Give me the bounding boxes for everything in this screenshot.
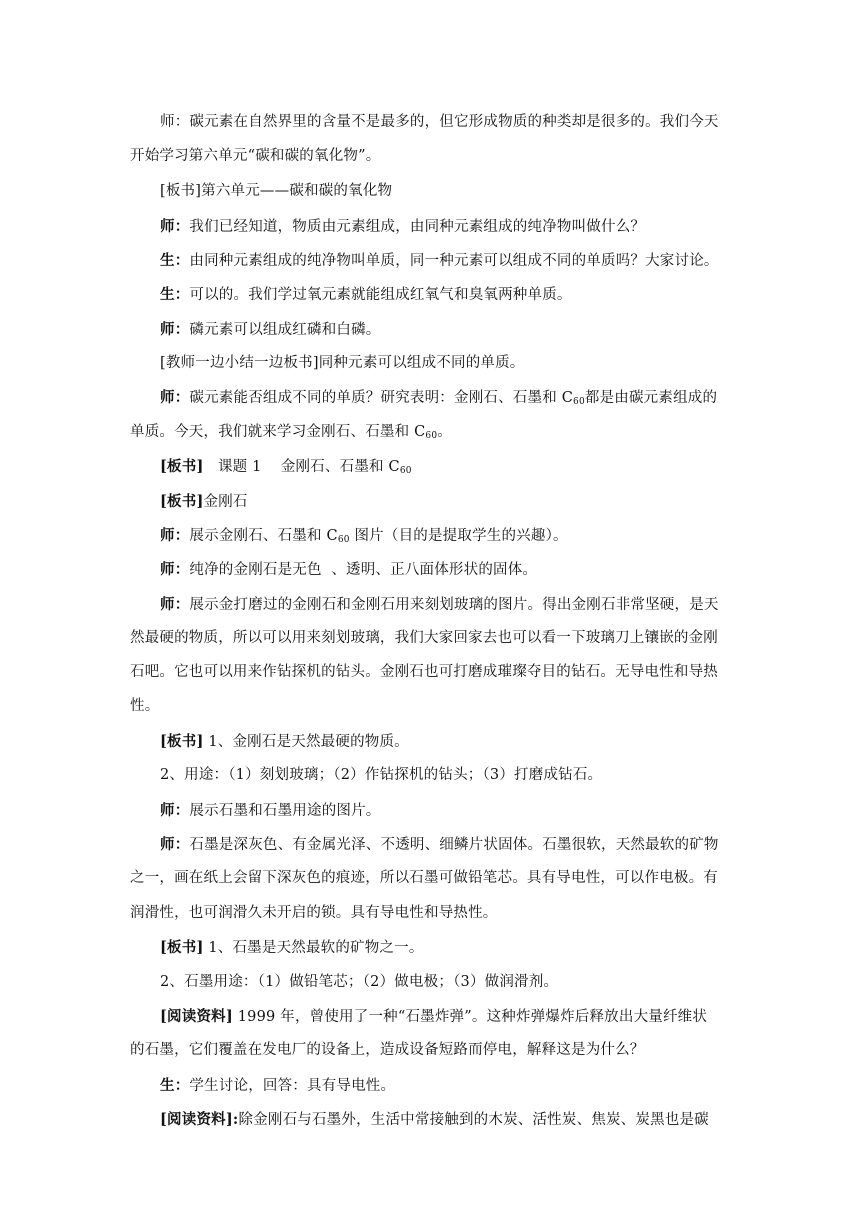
paragraph-17-line-2 bbox=[130, 862, 730, 895]
paragraph-text: 开始学习第六单元“碳和碳的氧化物”。 bbox=[130, 148, 381, 164]
speaker-label: 师： bbox=[160, 389, 190, 406]
paragraph-11 bbox=[130, 519, 730, 557]
paragraph-text: [教师一边小结一边板书]同种元素可以组成不同的单质。 bbox=[160, 355, 525, 371]
paragraph-17 bbox=[130, 828, 730, 862]
paragraph-text: 可以的。我们学过氧元素就能组成红氧气和臭氧两种单质。 bbox=[189, 287, 572, 303]
paragraph-text: 石墨是深灰色、有金属光泽、不透明、细鳞片状固体。石墨很软，天然最软的矿物 bbox=[189, 837, 719, 853]
paragraph-text: 展示金刚石、石墨和 C bbox=[189, 528, 338, 544]
paragraph-text: 的石墨，它们覆盖在发电厂的设备上，造成设备短路而停电，解释这是为什么？ bbox=[130, 1042, 645, 1058]
speaker-label: 师： bbox=[160, 836, 190, 853]
speaker-label: 师： bbox=[160, 596, 190, 613]
paragraph-21 bbox=[130, 1069, 730, 1103]
paragraph-17-line-3 bbox=[130, 897, 730, 930]
paragraph-text: 然最硬的物质，所以可以用来刻划玻璃，我们大家回家去也可以看一下玻璃刀上镶嵌的金刚 bbox=[130, 630, 718, 646]
paragraph-text: 1、金刚石是天然最硬的物质。 bbox=[203, 734, 409, 750]
speaker-label: 师： bbox=[160, 802, 190, 819]
subscript: 60 bbox=[573, 397, 585, 407]
paragraph-text: 课题 1 金刚石、石墨和 C bbox=[203, 459, 400, 475]
board-label: [板书] bbox=[160, 939, 204, 956]
paragraph-text: 石吧。它也可以用来作钻探机的钻头。金刚石也可打磨成璀璨夺目的钻石。无导电性和导热 bbox=[130, 664, 718, 680]
paragraph-10 bbox=[130, 485, 730, 519]
paragraph-text: 性。 bbox=[130, 698, 160, 714]
paragraph-20 bbox=[130, 1000, 730, 1034]
paragraph-12 bbox=[130, 553, 730, 587]
reading-material-label: [阅读资料]: bbox=[160, 1111, 239, 1128]
speaker-label: 生： bbox=[160, 252, 190, 269]
paragraph-22 bbox=[130, 1103, 730, 1137]
paragraph-text: 。 bbox=[437, 424, 452, 440]
paragraph-16 bbox=[130, 794, 730, 828]
speaker-label: 师： bbox=[160, 561, 190, 578]
paragraph-text: 碳元素能否组成不同的单质？研究表明：金刚石、石墨和 C bbox=[189, 390, 574, 406]
speaker-label: 生： bbox=[160, 1077, 190, 1094]
paragraph-13-line-3 bbox=[130, 656, 730, 689]
board-label: [板书] bbox=[160, 733, 204, 750]
paragraph-18 bbox=[130, 931, 730, 965]
paragraph-text: [板书]第六单元——碳和碳的氧化物 bbox=[160, 183, 393, 199]
board-label: [板书] bbox=[160, 458, 204, 475]
paragraph-text: 图片（目的是提取学生的兴趣）。 bbox=[349, 528, 568, 544]
paragraph-text: 我们已经知道，物质由元素组成，由同种元素组成的纯净物叫做什么？ bbox=[189, 219, 646, 235]
paragraph-text: 1999 年，曾使用了一种“石墨炸弹”。这种炸弹爆炸后释放出大量纤维状 bbox=[232, 1009, 708, 1025]
speaker-label: 生： bbox=[160, 286, 190, 303]
paragraph-text: 2、用途：（1）刻划玻璃；（2）作钻探机的钻头；（3）打磨成钻石。 bbox=[160, 767, 603, 783]
paragraph-5 bbox=[130, 278, 730, 312]
paragraph-6 bbox=[130, 313, 730, 347]
paragraph-text: 2、石墨用途：（1）做铅笔芯；（2）做电极；（3）做润滑剂。 bbox=[160, 974, 559, 990]
paragraph-14 bbox=[130, 725, 730, 759]
paragraph-2 bbox=[130, 175, 730, 208]
paragraph-text: 单质。今天，我们就来学习金刚石、石墨和 C bbox=[130, 424, 426, 440]
paragraph-1-continued bbox=[130, 140, 730, 173]
paragraph-4 bbox=[130, 244, 730, 278]
paragraph-7 bbox=[130, 347, 730, 380]
paragraph-text: 除金刚石与石墨外，生活中常接触到的木炭、活性炭、焦炭、炭黑也是碳 bbox=[238, 1112, 709, 1128]
subscript: 60 bbox=[425, 431, 438, 441]
paragraph-text: 由同种元素组成的纯净物叫单质，同一种元素可以组成不同的单质吗？大家讨论。 bbox=[189, 253, 719, 269]
paragraph-text: 磷元素可以组成红磷和白磷。 bbox=[189, 322, 381, 338]
speaker-label: 师： bbox=[160, 321, 190, 338]
paragraph-text: 纯净的金刚石是无色 、透明、正八面体形状的固体。 bbox=[189, 562, 538, 578]
paragraph-text: 展示金打磨过的金刚石和金刚石用来刻划玻璃的图片。得出金刚石非常坚硬，是天 bbox=[189, 597, 719, 613]
speaker-label: 师： bbox=[160, 218, 190, 235]
paragraph-15 bbox=[130, 759, 730, 792]
paragraph-text: 润滑性，也可润滑久未开启的锁。具有导电性和导热性。 bbox=[130, 905, 498, 921]
paragraph-13-line-4 bbox=[130, 690, 730, 723]
paragraph-13-line-2 bbox=[130, 622, 730, 655]
paragraph-9 bbox=[130, 450, 730, 488]
paragraph-text: 1、石墨是天然最软的矿物之一。 bbox=[203, 940, 424, 956]
paragraph-19 bbox=[130, 966, 730, 999]
paragraph-1 bbox=[130, 106, 730, 139]
paragraph-text: 碳元素在自然界里的含量不是最多的，但它形成物质的种类却是很多的。我们今天 bbox=[189, 114, 719, 130]
speaker-label: 师： bbox=[160, 527, 190, 544]
paragraph-3 bbox=[130, 210, 730, 244]
speaker-label: 师： bbox=[160, 114, 190, 130]
paragraph-text: 金刚石 bbox=[203, 494, 248, 510]
paragraph-text: 展示石墨和石墨用途的图片。 bbox=[189, 803, 381, 819]
paragraph-text: 都是由碳元素组成的 bbox=[584, 390, 718, 406]
paragraph-text: 之一，画在纸上会留下深灰色的痕迹，所以石墨可做铅笔芯。具有导电性，可以作电极。有 bbox=[130, 870, 718, 886]
subscript: 60 bbox=[337, 535, 350, 545]
paragraph-text: 学生讨论，回答：具有导电性。 bbox=[189, 1078, 396, 1094]
subscript: 60 bbox=[399, 466, 412, 476]
paragraph-20-line-2 bbox=[130, 1034, 730, 1067]
paragraph-8-continued bbox=[130, 416, 730, 453]
reading-material-label: [阅读资料] bbox=[160, 1008, 233, 1025]
board-label: [板书] bbox=[160, 493, 204, 510]
paragraph-8 bbox=[130, 381, 730, 419]
paragraph-13 bbox=[130, 588, 730, 622]
